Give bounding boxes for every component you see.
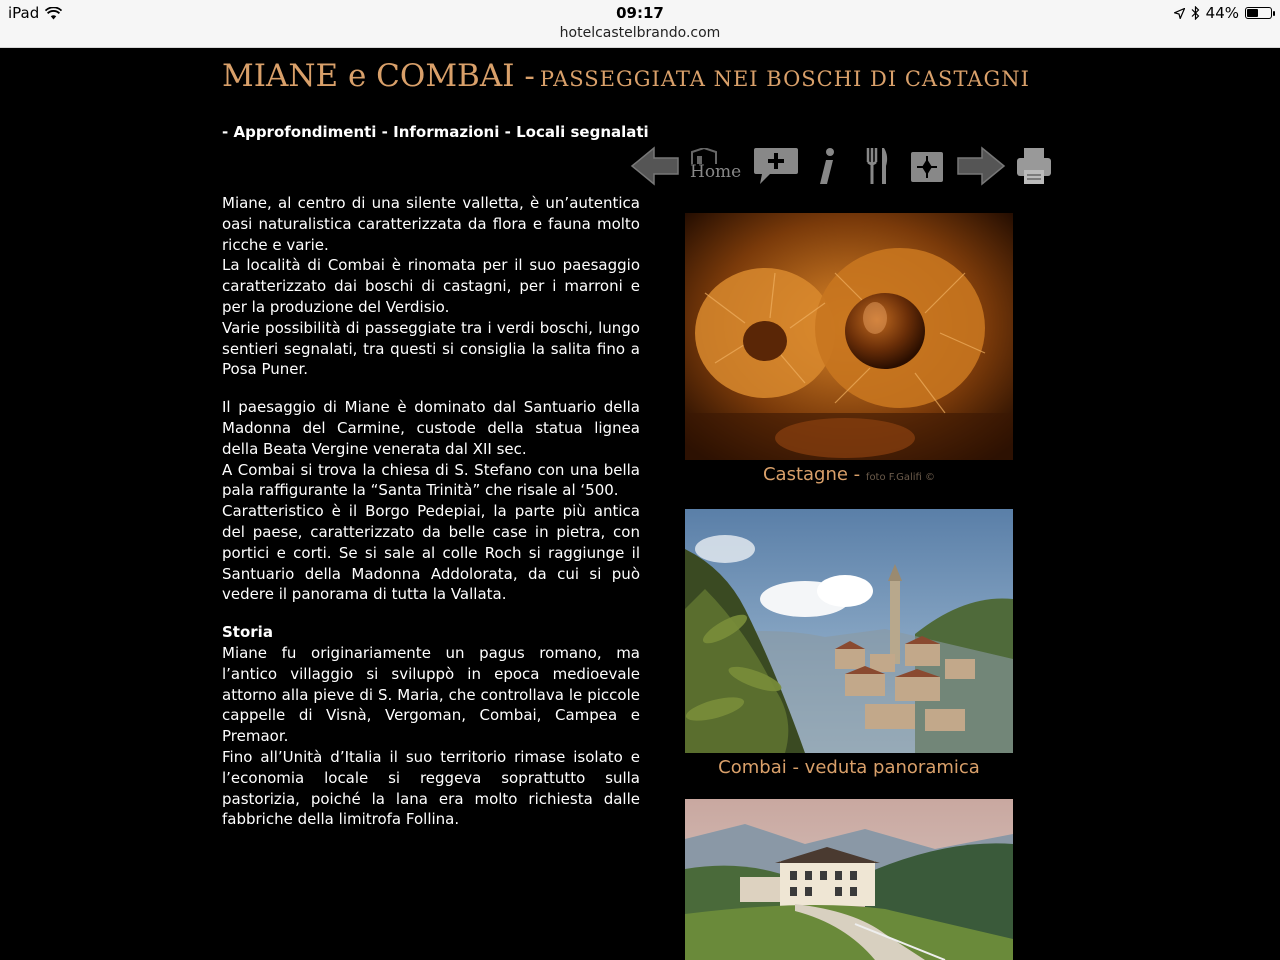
photo-combai-panorama[interactable]	[685, 509, 1013, 753]
caption-castagne-text: Castagne -	[762, 464, 861, 485]
paragraph: A Combai si trova la chiesa di S. Stefano con una bella pala raffigurante la “Santa Trinità” che risale al ‘500.	[222, 460, 640, 500]
home-label: Home	[690, 162, 742, 182]
page-title-sub: PASSEGGIATA NEI BOSCHI DI CASTAGNI	[539, 67, 1030, 91]
battery-percent: 44%	[1205, 4, 1239, 22]
restaurant-icon[interactable]	[862, 144, 892, 188]
nav-separator: -	[381, 123, 388, 141]
nav-link-locali-segnalati[interactable]: Locali segnalati	[516, 123, 649, 141]
ios-status-bar	[0, 0, 1280, 48]
nav-separator: -	[222, 123, 229, 141]
add-comment-icon[interactable]	[752, 144, 800, 188]
status-right	[1174, 4, 1272, 22]
print-icon[interactable]	[1014, 144, 1054, 188]
location-arrow-icon	[1174, 8, 1185, 19]
caption-castagne	[685, 464, 1013, 485]
nav-link-approfondimenti[interactable]: Approfondimenti	[233, 123, 377, 141]
page-title	[222, 58, 1030, 94]
article-paragraph-group	[222, 193, 640, 380]
arrow-right-icon[interactable]	[956, 144, 1006, 188]
arrow-left-icon[interactable]	[630, 144, 680, 188]
article-paragraph-group	[222, 397, 640, 605]
bluetooth-icon	[1191, 6, 1200, 20]
photo-credit: foto F.Galifi ©	[865, 472, 936, 483]
info-icon[interactable]	[814, 144, 840, 188]
battery-icon	[1245, 7, 1272, 19]
paragraph: Il paesaggio di Miane è dominato dal Santuario della Madonna del Carmine, custode della statua lignea della Beata Vergine venerata dal XII sec.	[222, 398, 640, 458]
paragraph: La località di Combai è rinomata per il suo paesaggio caratterizzato dai boschi di castagni, per i marroni e per la produzione del Verdisio.	[222, 256, 640, 316]
article-paragraph-group	[222, 622, 640, 830]
paragraph: Fino all’Unità d’Italia il suo territorio rimase isolato e l’economia locale si reggeva soprattutto sulla pastorizia, poiché la lana era molto richiesta dalle fabbriche della limitrofa Follina.	[222, 747, 640, 829]
status-time: 09:17	[616, 4, 664, 22]
section-nav	[222, 123, 649, 141]
paragraph: Caratteristico è il Borgo Pedepiai, la parte più antica del paese, caratterizzato da belle case in pietra, con portici e corti. Se si sale al colle Roch si raggiunge il Santuario della Madonna Addolorata, da cui si può vedere il panorama di tutta la Vallata.	[222, 502, 640, 604]
paragraph: Miane fu originariamente un pagus romano, ma l’antico villaggio si sviluppò in epoca medioevale attorno alla pieve di S. Maria, che controllava le piccole cappelle di Visnà, Vergoman, Combai, Campea e Premaor.	[222, 643, 640, 746]
nav-link-informazioni[interactable]: Informazioni	[393, 123, 500, 141]
device-label: iPad	[8, 4, 40, 22]
page-title-main: MIANE e COMBAI -	[222, 58, 535, 94]
paragraph: Varie possibilità di passeggiate tra i verdi boschi, lungo sentieri segnalati, tra questi si consiglia la salita fino a Posa Puner.	[222, 318, 640, 379]
nav-separator: -	[504, 123, 511, 141]
address-bar-url[interactable]: hotelcastelbrando.com	[559, 25, 721, 41]
storia-heading: Storia	[222, 623, 273, 642]
map-icon[interactable]	[908, 144, 946, 188]
caption-combai: Combai - veduta panoramica	[718, 757, 980, 778]
photo-castagne[interactable]	[685, 213, 1013, 460]
photo-mountain-house[interactable]	[685, 799, 1013, 960]
article-text	[222, 193, 640, 847]
home-button[interactable]	[688, 144, 740, 188]
paragraph: Miane, al centro di una silente valletta, è un’autentica oasi naturalistica caratterizzata da flora e fauna molto ricche e varie.	[222, 194, 640, 254]
